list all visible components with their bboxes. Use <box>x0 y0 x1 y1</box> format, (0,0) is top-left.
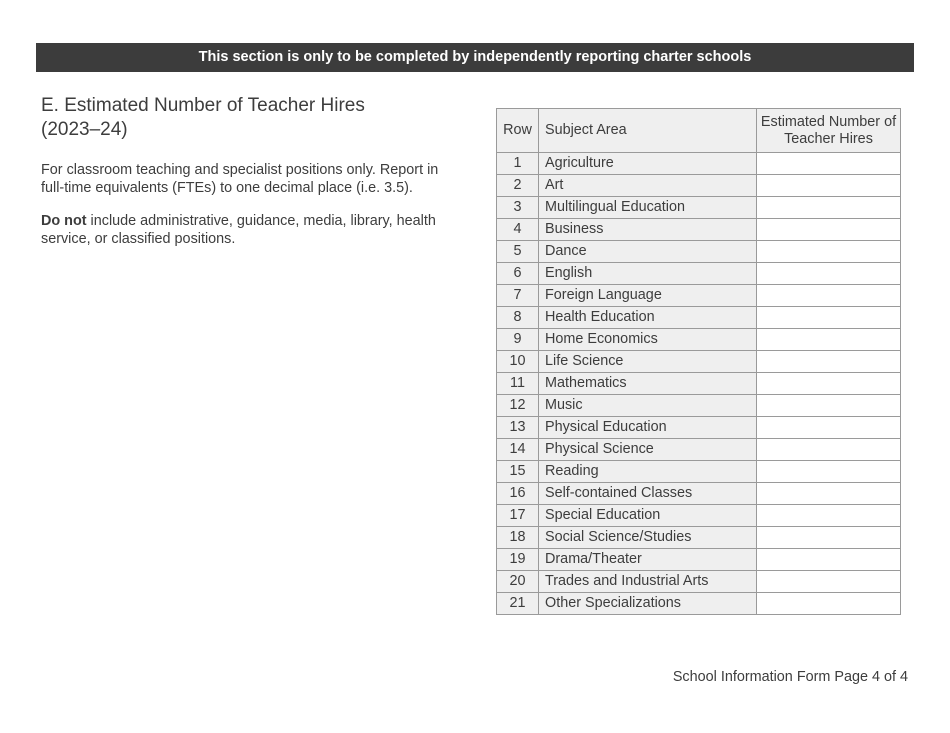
estimate-field[interactable] <box>757 461 901 483</box>
row-number: 15 <box>497 461 539 483</box>
instruction-exclusions-text: include administrative, guidance, media, library, health service, or classified positions. <box>41 213 436 247</box>
table-row <box>497 175 901 197</box>
row-number: 20 <box>497 571 539 593</box>
subject-area: Other Specializations <box>539 593 757 615</box>
estimate-field[interactable] <box>757 329 901 351</box>
section-title-line1: E. Estimated Number of Teacher Hires <box>41 95 365 116</box>
estimate-field[interactable] <box>757 175 901 197</box>
row-number: 14 <box>497 439 539 461</box>
estimate-field[interactable] <box>757 549 901 571</box>
estimate-field[interactable] <box>757 571 901 593</box>
section-title-line2: (2023–24) <box>41 119 128 140</box>
row-number: 17 <box>497 505 539 527</box>
table-row <box>497 351 901 373</box>
estimate-field[interactable] <box>757 219 901 241</box>
table-row <box>497 197 901 219</box>
subject-area: Business <box>539 219 757 241</box>
table-row <box>497 505 901 527</box>
subject-area: Trades and Industrial Arts <box>539 571 757 593</box>
subject-area: Life Science <box>539 351 757 373</box>
estimate-field[interactable] <box>757 505 901 527</box>
subject-area: Foreign Language <box>539 285 757 307</box>
subject-area: Multilingual Education <box>539 197 757 219</box>
table-row <box>497 263 901 285</box>
row-number: 4 <box>497 219 539 241</box>
table-row <box>497 483 901 505</box>
subject-area: Health Education <box>539 307 757 329</box>
subject-area: Reading <box>539 461 757 483</box>
table-row <box>497 285 901 307</box>
estimate-field[interactable] <box>757 593 901 615</box>
subject-area: Dance <box>539 241 757 263</box>
row-number: 5 <box>497 241 539 263</box>
estimate-field[interactable] <box>757 285 901 307</box>
table-row <box>497 395 901 417</box>
estimate-field[interactable] <box>757 373 901 395</box>
row-number: 6 <box>497 263 539 285</box>
subject-area: Social Science/Studies <box>539 527 757 549</box>
row-number: 3 <box>497 197 539 219</box>
row-number: 1 <box>497 153 539 175</box>
section-banner: This section is only to be completed by independently reporting charter schools <box>36 43 914 72</box>
subject-area: Drama/Theater <box>539 549 757 571</box>
header-estimated-hires: Estimated Number of Teacher Hires <box>757 109 901 153</box>
estimate-field[interactable] <box>757 439 901 461</box>
subject-area: Home Economics <box>539 329 757 351</box>
table-row <box>497 153 901 175</box>
subject-area: Art <box>539 175 757 197</box>
header-row: Row <box>497 109 539 153</box>
estimate-field[interactable] <box>757 527 901 549</box>
subject-area: Physical Education <box>539 417 757 439</box>
subject-area: English <box>539 263 757 285</box>
table-row <box>497 417 901 439</box>
row-number: 2 <box>497 175 539 197</box>
estimate-field[interactable] <box>757 395 901 417</box>
row-number: 11 <box>497 373 539 395</box>
table-row <box>497 307 901 329</box>
instructions <box>41 161 461 263</box>
subject-area: Physical Science <box>539 439 757 461</box>
row-number: 10 <box>497 351 539 373</box>
row-number: 19 <box>497 549 539 571</box>
row-number: 18 <box>497 527 539 549</box>
estimate-field[interactable] <box>757 241 901 263</box>
estimate-field[interactable] <box>757 351 901 373</box>
estimate-field[interactable] <box>757 307 901 329</box>
subject-area: Self-contained Classes <box>539 483 757 505</box>
table-row <box>497 461 901 483</box>
estimate-field[interactable] <box>757 417 901 439</box>
table-body <box>497 153 901 615</box>
table-row <box>497 593 901 615</box>
subject-area: Mathematics <box>539 373 757 395</box>
table-row <box>497 527 901 549</box>
table-row <box>497 549 901 571</box>
estimate-field[interactable] <box>757 263 901 285</box>
estimate-field[interactable] <box>757 153 901 175</box>
row-number: 16 <box>497 483 539 505</box>
teacher-hires-table <box>496 108 901 615</box>
row-number: 7 <box>497 285 539 307</box>
table-row <box>497 571 901 593</box>
table-row <box>497 373 901 395</box>
header-subject-area: Subject Area <box>539 109 757 153</box>
row-number: 12 <box>497 395 539 417</box>
table-header-row <box>497 109 901 153</box>
instruction-fte: For classroom teaching and specialist positions only. Report in full-time equivalents (FTEs) to one decimal place (i.e. 3.5). <box>41 162 439 196</box>
row-number: 9 <box>497 329 539 351</box>
instruction-exclusions <box>41 212 461 248</box>
table-row <box>497 439 901 461</box>
page-footer: School Information Form Page 4 of 4 <box>672 669 908 685</box>
table-row <box>497 329 901 351</box>
subject-area: Music <box>539 395 757 417</box>
subject-area: Agriculture <box>539 153 757 175</box>
estimate-field[interactable] <box>757 483 901 505</box>
table-row <box>497 219 901 241</box>
row-number: 21 <box>497 593 539 615</box>
subject-area: Special Education <box>539 505 757 527</box>
row-number: 13 <box>497 417 539 439</box>
instruction-do-not: Do not <box>41 213 87 229</box>
estimate-field[interactable] <box>757 197 901 219</box>
table-row <box>497 241 901 263</box>
section-title <box>41 94 461 142</box>
row-number: 8 <box>497 307 539 329</box>
